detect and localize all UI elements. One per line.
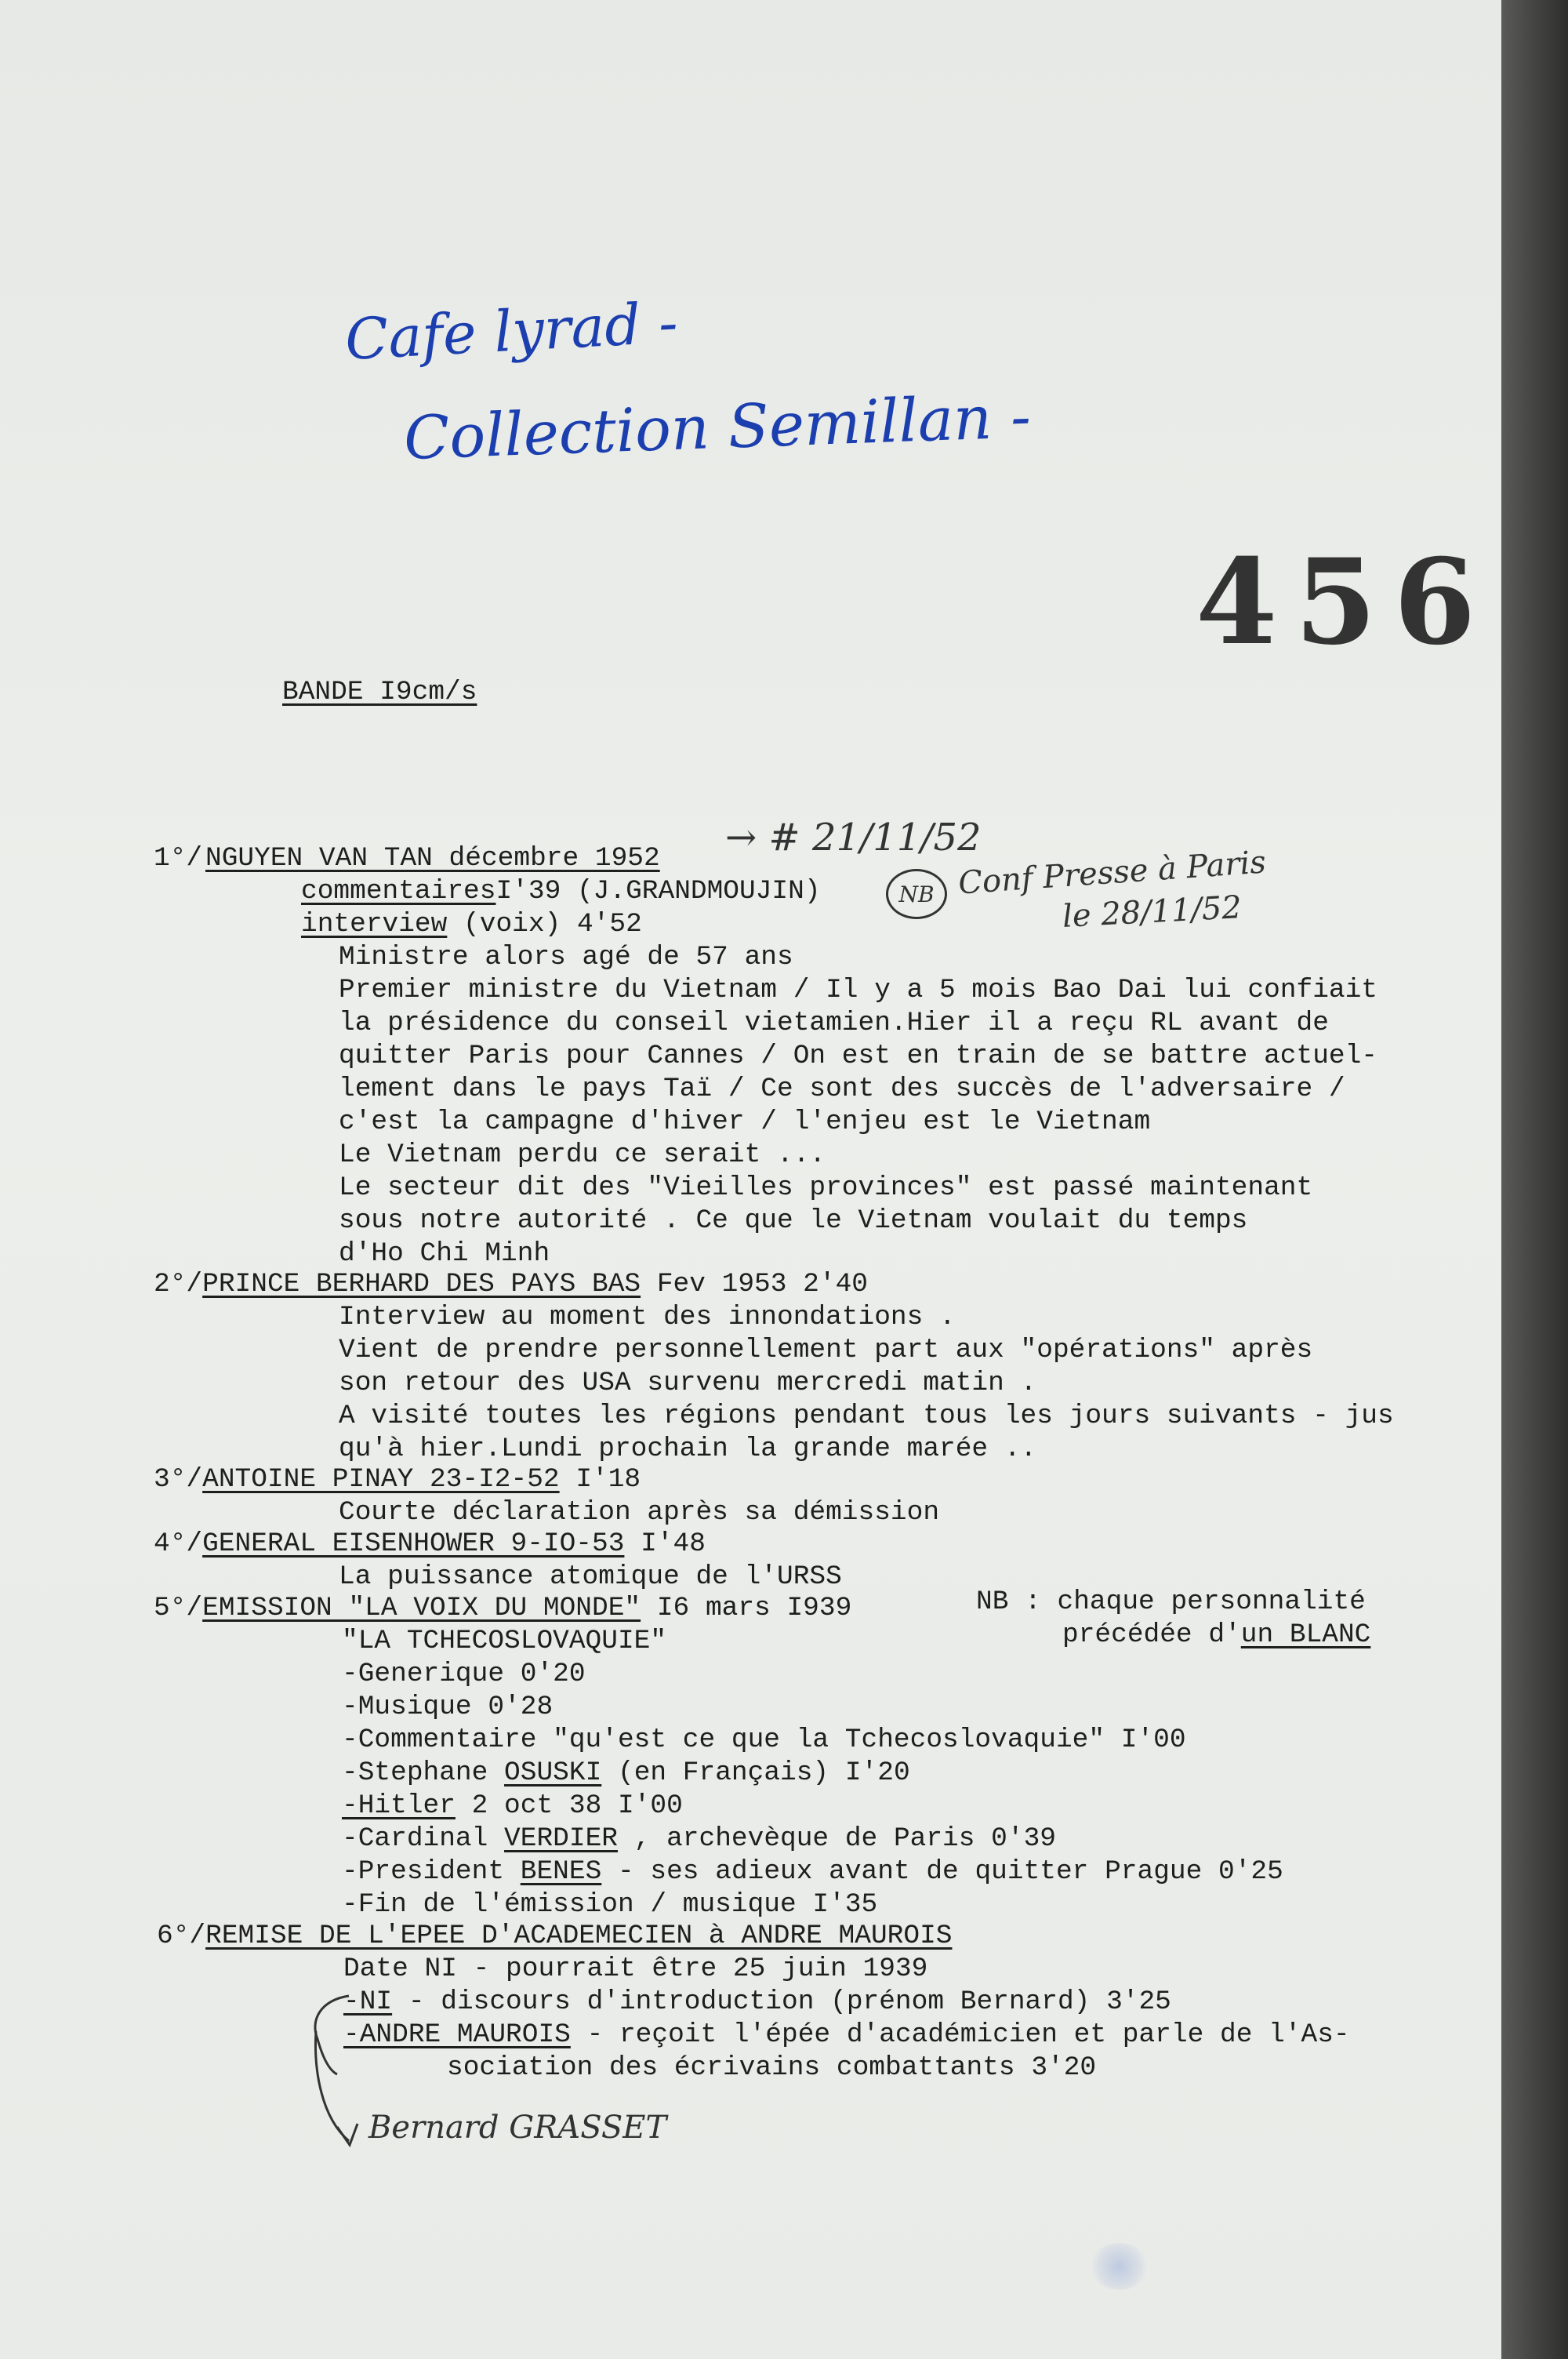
- item-5-body-2: -Generique 0'20: [342, 1659, 586, 1689]
- item-4-body-1: La puissance atomique de l'URSS: [339, 1561, 842, 1592]
- item-5-body-1: "LA TCHECOSLOVAQUIE": [342, 1626, 667, 1656]
- item-1-body-2: Premier ministre du Vietnam / Il y a 5 mois Bao Dai lui confiait: [339, 975, 1378, 1005]
- item-1-title: NGUYEN VAN TAN décembre 1952: [205, 843, 660, 874]
- nb-circled-annotation: NB: [886, 869, 947, 919]
- handwritten-date-annotation: → # 21/11/52: [725, 816, 982, 860]
- handwritten-note-line1: Cafe lyrad -: [343, 289, 680, 373]
- item-5-benes: -President BENES - ses adieux avant de quitter Prague 0'25: [342, 1856, 1283, 1887]
- item-2-body-2: Vient de prendre personnellement part aux "opérations" après: [339, 1335, 1313, 1365]
- item-3-heading: 3°/ANTOINE PINAY 23-I2-52 I'18: [154, 1464, 641, 1495]
- item-1-commentaires: commentairesI'39 (J.GRANDMOUJIN): [301, 876, 821, 907]
- stamped-number: 456: [1196, 533, 1494, 671]
- nb-note-line1: NB : chaque personnalité: [976, 1587, 1366, 1617]
- item-6-body-1: Date NI - pourrait être 25 juin 1939: [343, 1954, 928, 1984]
- handwritten-note-line2: Collection Semillan -: [402, 381, 1033, 473]
- tape-header: BANDE I9cm/s: [282, 677, 477, 707]
- item-1-body-1: Ministre alors agé de 57 ans: [339, 942, 793, 972]
- item-2-body-3: son retour des USA survenu mercredi matin .: [339, 1368, 1037, 1398]
- nb-note-line2: précédée d'un BLANC: [1062, 1619, 1371, 1650]
- item-5-fin: -Fin de l'émission / musique I'35: [342, 1889, 878, 1920]
- item-1-body-7: Le Vietnam perdu ce serait ...: [339, 1140, 826, 1170]
- item-5-body-4: -Commentaire "qu'est ce que la Tchecoslovaquie" I'00: [342, 1725, 1186, 1755]
- item-6-ni: -NI - discours d'introduction (prénom Bernard) 3'25: [343, 1986, 1171, 2017]
- item-6-andre-maurois-cont: sociation des écrivains combattants 3'20: [447, 2052, 1097, 2083]
- item-5-verdier: -Cardinal VERDIER , archevèque de Paris 0'39: [342, 1823, 1056, 1854]
- item-5-hitler: -Hitler 2 oct 38 I'00: [342, 1790, 683, 1821]
- page-edge-shadow: [1501, 0, 1568, 2359]
- handwritten-conf-note: Conf Presse à Paris: [956, 844, 1268, 902]
- item-2-body-1: Interview au moment des innondations .: [339, 1302, 956, 1332]
- item-1-body-5: lement dans le pays Taï / Ce sont des succès de l'adversaire /: [339, 1074, 1345, 1104]
- item-1-body-10: d'Ho Chi Minh: [339, 1238, 550, 1269]
- item-2-body-4: A visité toutes les régions pendant tous les jours suivants - jus: [339, 1401, 1394, 1431]
- item-2-body-5: qu'à hier.Lundi prochain la grande marée ..: [339, 1434, 1037, 1464]
- handwritten-grasset: Bernard GRASSET: [368, 2110, 667, 2146]
- item-1-body-9: sous notre autorité . Ce que le Vietnam voulait du temps: [339, 1205, 1248, 1236]
- item-1-interview: interview (voix) 4'52: [301, 909, 642, 940]
- item-1-body-4: quitter Paris pour Cannes / On est en train de se battre actuel-: [339, 1041, 1378, 1071]
- item-6-heading: 6°/REMISE DE L'EPEE D'ACADEMECIEN à ANDRE MAUROIS: [157, 1921, 953, 1951]
- item-5-osuski: -Stephane OSUSKI (en Français) I'20: [342, 1757, 910, 1788]
- item-1-number: 1°/: [154, 843, 203, 874]
- item-5-body-3: -Musique 0'28: [342, 1692, 554, 1722]
- item-5-heading: 5°/EMISSION "LA VOIX DU MONDE" I6 mars I939: [154, 1593, 852, 1623]
- item-4-heading: 4°/GENERAL EISENHOWER 9-IO-53 I'48: [154, 1528, 706, 1559]
- item-1-body-8: Le secteur dit des "Vieilles provinces" est passé maintenant: [339, 1172, 1313, 1203]
- item-3-body-1: Courte déclaration après sa démission: [339, 1497, 940, 1528]
- item-2-heading: 2°/PRINCE BERHARD DES PAYS BAS Fev 1953 2'40: [154, 1269, 868, 1299]
- handwritten-conf-date: le 28/11/52: [1061, 889, 1243, 935]
- item-1-body-6: c'est la campagne d'hiver / l'enjeu est le Vietnam: [339, 1107, 1151, 1137]
- item-6-andre-maurois: -ANDRE MAUROIS - reçoit l'épée d'académicien et parle de l'As-: [343, 2019, 1350, 2050]
- item-1-body-3: la présidence du conseil vietamien.Hier il a reçu RL avant de: [339, 1008, 1329, 1038]
- ink-smudge: [1090, 2243, 1149, 2290]
